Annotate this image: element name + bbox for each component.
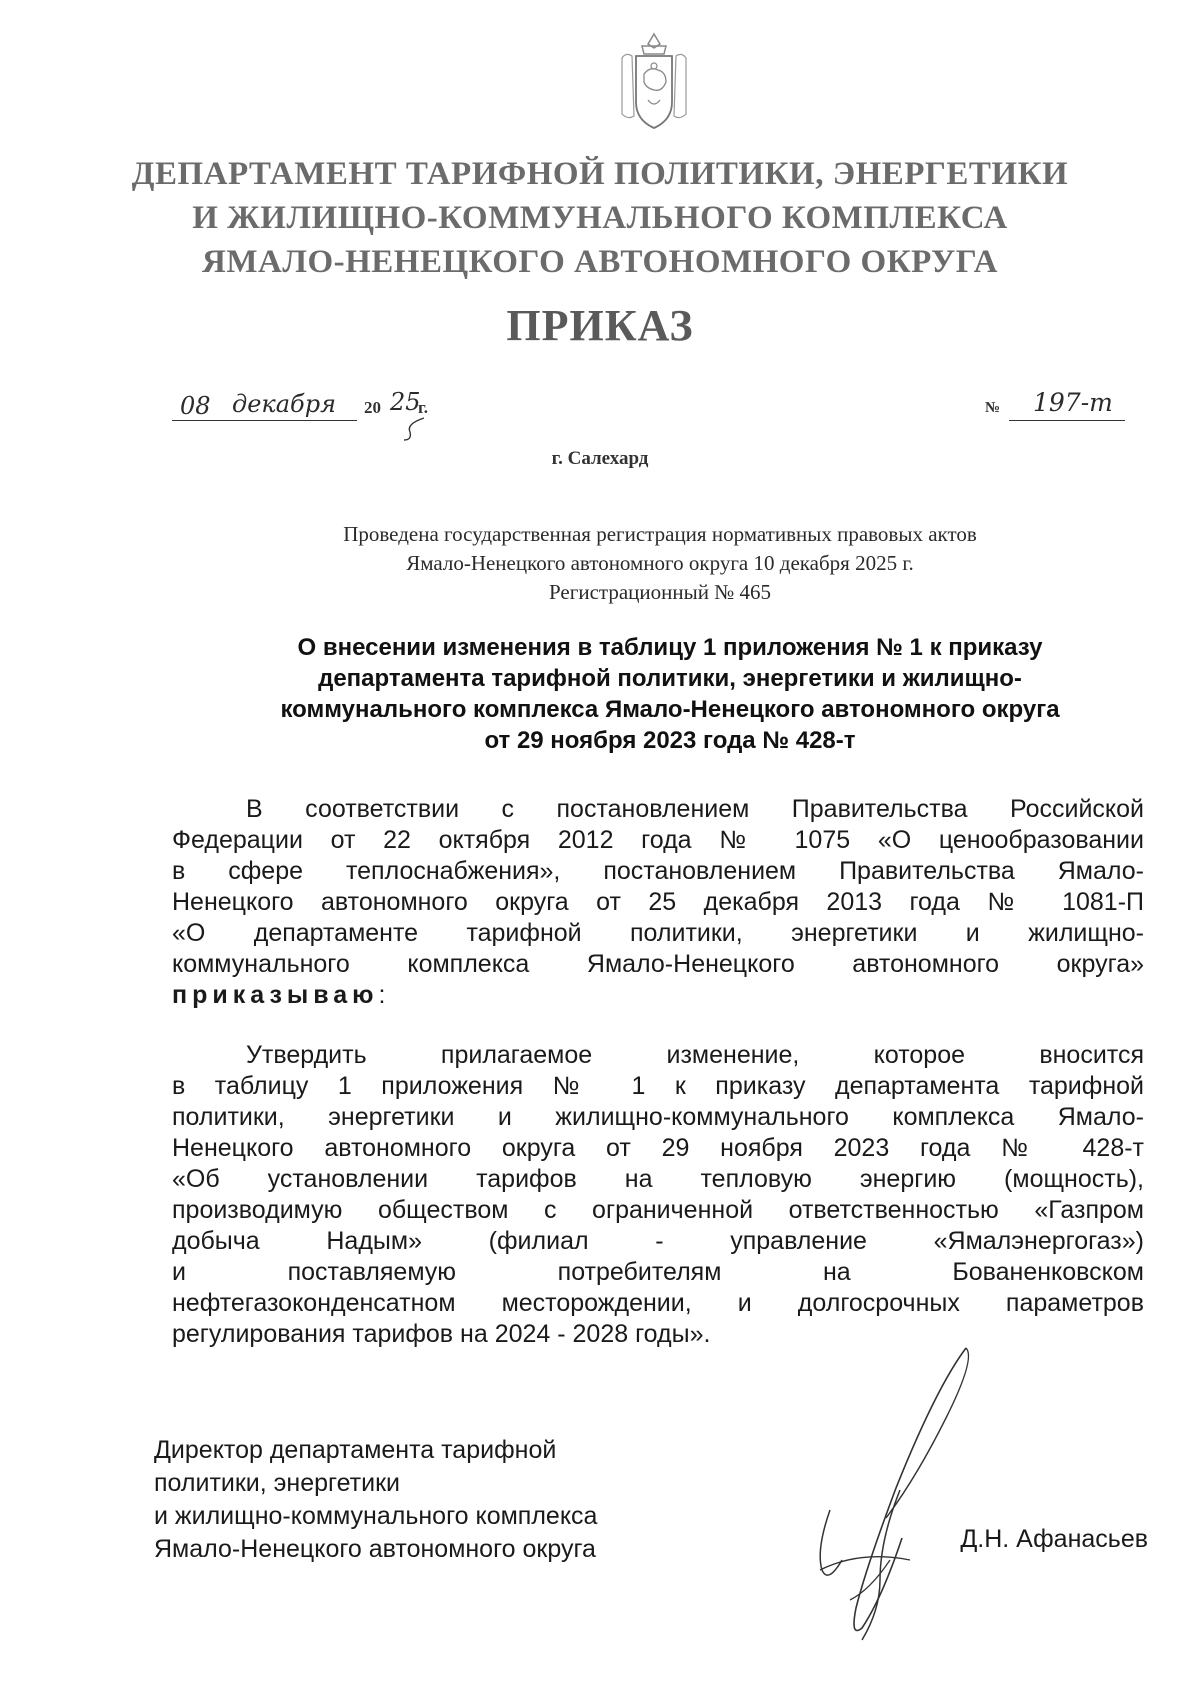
- order-paragraph: [172, 1040, 1144, 1350]
- signatory-line: Ямало-Ненецкого автономного округа: [154, 1535, 596, 1563]
- signatory-title: [154, 1434, 714, 1566]
- paragraph-line: в таблицу 1 приложения № 1 к приказу департамента тарифной: [172, 1072, 1144, 1100]
- handwritten-signature: [790, 1340, 980, 1650]
- order-keyword: приказываю: [172, 981, 379, 1009]
- paragraph-line: В соответствии с постановлением Правительства Российской: [246, 795, 1144, 823]
- date-suffix: г.: [418, 398, 429, 417]
- title-line: департамента тарифной политики, энергетики и жилищно-: [318, 665, 1022, 692]
- paragraph-line: Ненецкого автономного округа от 25 декабря 2013 года № 1081-П: [172, 888, 1144, 916]
- city-name: г. Салехард: [551, 448, 649, 469]
- registration-line: Регистрационный № 465: [549, 580, 771, 604]
- signatory-line: и жилищно-коммунального комплекса: [154, 1502, 598, 1530]
- paragraph-line: производимую обществом с ограниченной ответственностью «Газпром: [172, 1196, 1144, 1224]
- document-type: ПРИКАЗ: [506, 301, 694, 350]
- signer-name: Д.Н. Афанасьев: [960, 1525, 1148, 1553]
- date-month: декабря: [232, 390, 336, 418]
- date-underline: [172, 420, 357, 421]
- paragraph-line: добыча Надым» (филиал - управление «Ямалэнергогаз»): [172, 1227, 1144, 1255]
- signatory-line: политики, энергетики: [154, 1469, 400, 1497]
- paragraph-line: нефтегазоконденсатном месторождении, и долгосрочных параметров: [172, 1289, 1144, 1317]
- title-line: О внесении изменения в таблицу 1 приложения № 1 к приказу: [297, 634, 1043, 661]
- paragraph-line: коммунального комплекса Ямало-Ненецкого автономного округа»: [172, 950, 1144, 978]
- registration-line: Ямало-Ненецкого автономного округа 10 декабря 2025 г.: [406, 551, 914, 575]
- preamble-paragraph: [172, 794, 1144, 1011]
- department-line: И ЖИЛИЩНО-КОММУНАЛЬНОГО КОМПЛЕКСА: [192, 200, 1008, 236]
- document-title: [200, 632, 1140, 756]
- registration-note: [230, 520, 1090, 607]
- handwriting-flourish: [394, 416, 434, 442]
- paragraph-line: регулирования тарифов на 2024 - 2028 годы».: [172, 1320, 711, 1348]
- paragraph-line: [172, 980, 1144, 1011]
- title-line: от 29 ноября 2023 года № 428-т: [484, 727, 856, 754]
- paragraph-line: «О департаменте тарифной политики, энергетики и жилищно-: [172, 919, 1144, 947]
- number-underline: [1009, 420, 1125, 421]
- paragraph-line: и поставляемую потребителям на Бованенковском: [172, 1258, 1144, 1286]
- paragraph-line: Федерации от 22 октября 2012 года № 1075 «О ценообразовании: [172, 826, 1144, 854]
- order-keyword-colon: :: [378, 981, 386, 1009]
- number-sign: №: [985, 400, 1001, 416]
- signatory-line: Директор департамента тарифной: [154, 1436, 557, 1464]
- registration-line: Проведена государственная регистрация нормативных правовых актов: [343, 522, 977, 546]
- document-number: [985, 388, 1145, 428]
- paragraph-line: Утвердить прилагаемое изменение, которое вносится: [246, 1041, 1144, 1069]
- paragraph-line: в сфере теплоснабжения», постановлением Правительства Ямало-: [172, 857, 1144, 885]
- date-century: 20: [364, 398, 381, 417]
- department-name: [120, 152, 1080, 284]
- paragraph-line: Ненецкого автономного округа от 29 ноября 2023 года № 428-т: [172, 1134, 1144, 1162]
- department-line: ЯМАЛО-НЕНЕЦКОГО АВТОНОМНОГО ОКРУГА: [202, 244, 998, 280]
- document-date: [172, 388, 462, 428]
- department-line: ДЕПАРТАМЕНТ ТАРИФНОЙ ПОЛИТИКИ, ЭНЕРГЕТИКИ: [131, 156, 1069, 192]
- paragraph-line: «Об установлении тарифов на тепловую энергию (мощность),: [172, 1165, 1144, 1193]
- paragraph-line: политики, энергетики и жилищно-коммунального комплекса Ямало-: [172, 1103, 1144, 1131]
- date-day: 08: [180, 392, 211, 420]
- date-year: 25: [390, 388, 421, 416]
- number-value: 197-т: [1033, 388, 1113, 417]
- coat-of-arms-emblem: [612, 30, 696, 134]
- title-line: коммунального комплекса Ямало-Ненецкого автономного округа: [280, 696, 1060, 723]
